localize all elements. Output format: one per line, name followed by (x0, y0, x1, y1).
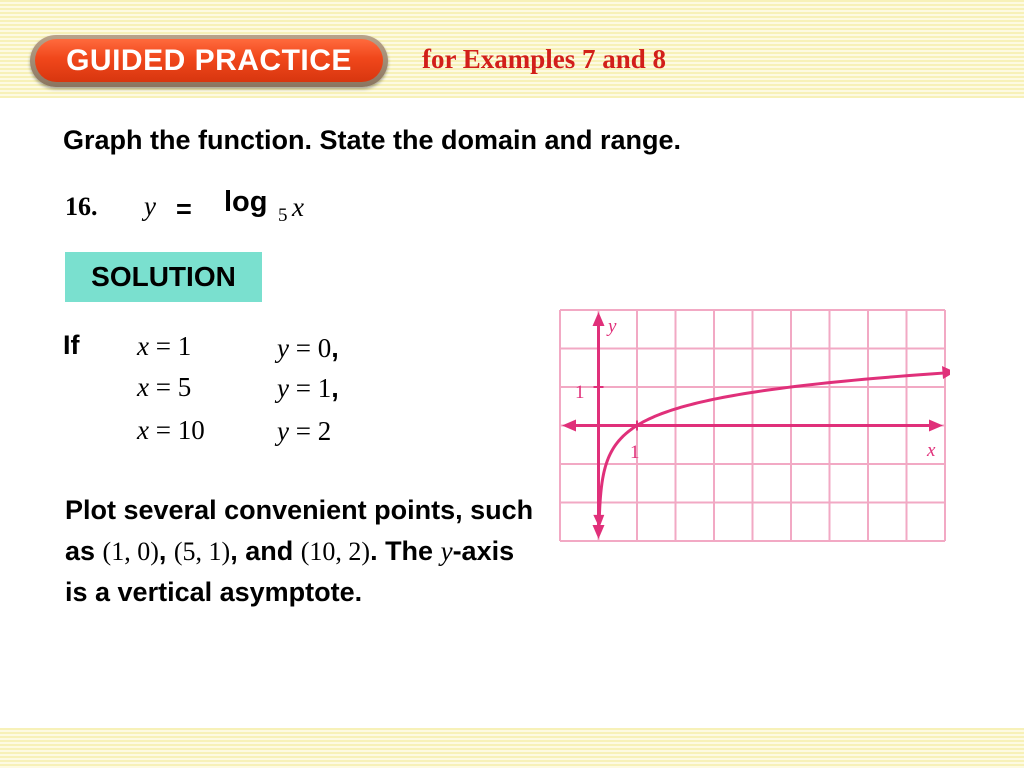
table-row-y: y = 0, (277, 333, 339, 363)
solution-label: SOLUTION (65, 252, 262, 302)
y-axis-label: y (608, 316, 617, 337)
y-axis-arrow (593, 525, 605, 539)
point-3: (10, 2) (300, 537, 371, 566)
equation-equals: = (176, 194, 192, 224)
equation-arg: x (292, 192, 304, 222)
header-subtitle: for Examples 7 and 8 (422, 44, 667, 74)
x-axis-arrow (562, 420, 576, 432)
table-row-x: x = 1 (137, 331, 192, 361)
guided-practice-badge (30, 35, 388, 87)
y-tick-label: 1 (575, 382, 585, 403)
log-graph (555, 305, 950, 547)
footer-band (0, 728, 1024, 768)
x-axis-label: x (927, 440, 936, 461)
if-label: If (63, 330, 80, 360)
equation-base: 5 (278, 205, 288, 226)
equation-log: log (224, 186, 268, 218)
y-axis-arrow (593, 312, 605, 326)
explanation-paragraph: Plot several convenient points, such as (1, 0), (5, 1), and (10, 2). The y-axis is a vertical asymptote. (65, 495, 534, 607)
problem-number: 16. (65, 192, 98, 221)
instruction-text: Graph the function. State the domain and range. (63, 125, 682, 155)
table-row-x: x = 5 (137, 372, 192, 402)
x-axis-arrow (929, 420, 943, 432)
point-2: (5, 1) (173, 537, 231, 566)
table-row-y: y = 2 (277, 416, 332, 446)
x-tick-label: 1 (630, 442, 640, 463)
guided-practice-label: GUIDED PRACTICE (35, 39, 383, 82)
equation-lhs: y (144, 191, 156, 221)
log-curve (599, 373, 945, 518)
point-1: (1, 0) (102, 537, 159, 566)
table-row-x: x = 10 (137, 415, 205, 445)
table-row-y: y = 1, (277, 373, 339, 403)
axes (562, 312, 950, 539)
